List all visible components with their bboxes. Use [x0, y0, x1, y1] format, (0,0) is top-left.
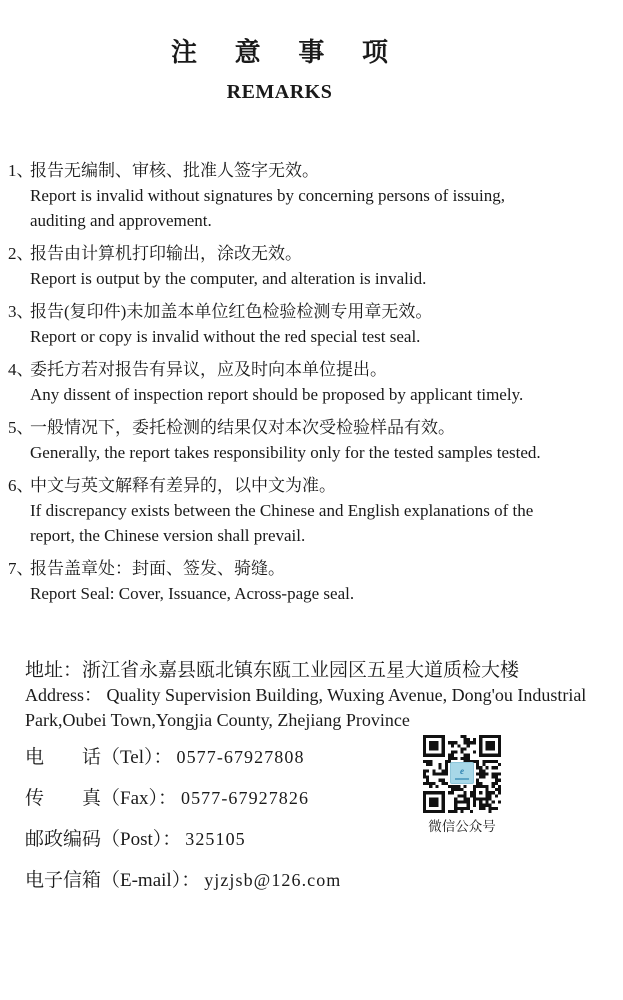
wechat-qr-block [423, 735, 501, 836]
remark-text-en [30, 382, 623, 407]
remark-item [0, 415, 623, 465]
remark-en-line: report, the Chinese version shall prevail. [30, 526, 306, 545]
remark-text-en [30, 440, 623, 465]
remark-text-en [30, 581, 623, 606]
qr-caption: 微信公众号 [428, 819, 496, 834]
remark-number: 7、 [8, 559, 34, 578]
remark-text-en [30, 266, 623, 291]
contact-row-fax [25, 786, 623, 811]
page-title-chinese: 注意事项 [170, 38, 426, 67]
remark-en-line: auditing and approvement. [30, 211, 212, 230]
remark-en-line: Any dissent of inspection report should be proposed by applicant timely. [30, 385, 524, 404]
remarks-list [0, 158, 623, 606]
contact-value-fax: 0577-67927826 [181, 788, 310, 808]
contact-value-email: yjzjsb@126.com [204, 870, 342, 890]
remark-text-cn: 中文与英文解释有差异的，以中文为准。 [30, 476, 336, 495]
qr-logo-mark: e [460, 765, 464, 776]
contact-label-fax: 传 真（Fax）： [25, 788, 178, 809]
remark-en-line: Report or copy is invalid without the red special test seal. [30, 327, 421, 346]
remark-item [0, 158, 623, 233]
remark-number: 4、 [8, 360, 34, 379]
contact-row-email [25, 868, 623, 893]
qr-logo-line [455, 778, 469, 780]
contact-label-post: 邮政编码（Post）： [25, 829, 182, 850]
address-line-cn: 地址：浙江省永嘉县瓯北镇东瓯工业园区五星大道质检大楼 [25, 660, 520, 681]
remark-item [0, 299, 623, 349]
remark-number: 1、 [8, 161, 34, 180]
remark-en-line: Report is invalid without signatures by concerning persons of issuing, [30, 186, 505, 205]
remark-number: 5、 [8, 418, 34, 437]
page-header [0, 0, 623, 104]
contact-row-tel [25, 745, 623, 770]
remark-text-en [30, 324, 623, 349]
remark-en-line: Generally, the report takes responsibility only for the tested samples tested. [30, 443, 541, 462]
remark-en-line: Report is output by the computer, and alteration is invalid. [30, 269, 427, 288]
remark-text-en [30, 498, 623, 548]
address-line-en-1: Address： Quality Supervision Building, Wuxing Avenue, Dong'ou Industrial [25, 685, 587, 705]
contact-label-tel: 电 话（Tel）： [25, 747, 173, 768]
remark-number: 3、 [8, 302, 34, 321]
remark-text-cn: 报告由计算机打印输出，涂改无效。 [30, 244, 302, 263]
remark-item [0, 241, 623, 291]
remark-item [0, 357, 623, 407]
qr-logo [450, 762, 474, 784]
contacts-block [0, 745, 623, 893]
contact-row-post [25, 827, 623, 852]
remark-item [0, 556, 623, 606]
contact-label-email: 电子信箱（E-mail）： [25, 870, 201, 891]
contact-value-post: 325105 [185, 829, 246, 849]
remark-en-line: Report Seal: Cover, Issuance, Across-page seal. [30, 584, 355, 603]
remark-item [0, 473, 623, 548]
address-block [0, 658, 623, 733]
remark-text-cn: 一般情况下，委托检测的结果仅对本次受检验样品有效。 [30, 418, 455, 437]
remark-text-en [30, 183, 623, 233]
remark-text-cn: 报告(复印件)未加盖本单位红色检验检测专用章无效。 [30, 302, 433, 321]
remark-number: 2、 [8, 244, 34, 263]
remark-number: 6、 [8, 476, 34, 495]
remark-text-cn: 报告无编制、审核、批准人签字无效。 [30, 161, 319, 180]
remark-text-cn: 委托方若对报告有异议，应及时向本单位提出。 [30, 360, 387, 379]
contact-value-tel: 0577-67927808 [176, 747, 305, 767]
remark-text-cn: 报告盖章处：封面、签发、骑缝。 [30, 559, 285, 578]
remark-en-line: If discrepancy exists between the Chinese and English explanations of the [30, 501, 534, 520]
page-title-english: REMARKS [226, 81, 333, 103]
address-line-en-2: Park,Oubei Town,Yongjia County, Zhejiang Province [25, 710, 410, 730]
